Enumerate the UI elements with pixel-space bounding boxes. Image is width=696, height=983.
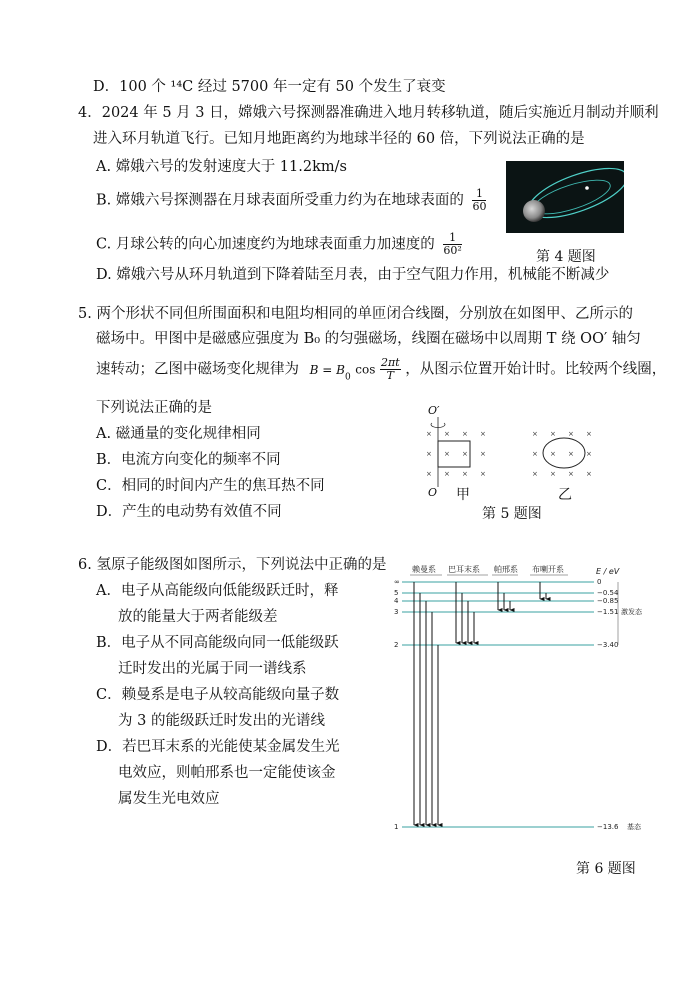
q5-stem-line3b: ，从图示位置开始计时。比较两个线圈， <box>405 361 667 378</box>
q4-c-denominator: 60² <box>443 244 462 257</box>
series-label-paschen: 帕邢系 <box>494 565 518 574</box>
q4-option-a: A. 嫦娥六号的发射速度大于 11.2km/s <box>96 159 347 175</box>
q6-option-c2: 为 3 的能级跃迁时发出的光谱线 <box>118 713 325 729</box>
svg-text:×: × <box>550 470 556 478</box>
svg-text:×: × <box>444 430 450 438</box>
svg-text:×: × <box>532 430 538 438</box>
q5-caption: 第 5 题图 <box>482 506 542 522</box>
q5-equation-cos: cos <box>355 362 376 377</box>
q6-option-b2: 迁时发出的光属于同一谱线系 <box>118 661 307 677</box>
q5-stem-line3a: 速转动；乙图中磁场变化规律为 <box>96 361 299 378</box>
q4-caption: 第 4 题图 <box>536 249 596 265</box>
n-5: 5 <box>394 589 399 597</box>
svg-text:×: × <box>480 430 486 438</box>
svg-text:×: × <box>550 450 556 458</box>
e-4: −0.85 <box>597 597 619 605</box>
q3-option-d: D．100 个 ¹⁴C 经过 5700 年一定有 50 个发生了衰变 <box>93 79 446 95</box>
svg-text:×: × <box>568 450 574 458</box>
q6-option-d2: 电效应，则帕邢系也一定能使该金 <box>118 765 336 781</box>
svg-text:×: × <box>550 430 556 438</box>
magnetic-field-crosses-jia <box>426 430 486 478</box>
svg-text:×: × <box>568 470 574 478</box>
q5-eq-numerator: 2π <box>381 356 396 369</box>
q5-stem-line2: 磁场中。甲图中是磁感应强度为 B₀ 的匀强磁场，线圈在磁场中以周期 T 绕 OO′ 轴匀 <box>96 331 641 347</box>
svg-text:×: × <box>462 450 468 458</box>
q5-option-b: B．电流方向变化的频率不同 <box>96 452 281 468</box>
e-5: −0.54 <box>597 589 619 597</box>
q4-option-d: D. 嫦娥六号从环月轨道到下降着陆至月表，由于空气阻力作用，机械能不断减少 <box>96 267 610 283</box>
magnetic-field-crosses-yi <box>532 430 592 478</box>
quantum-numbers <box>394 578 400 831</box>
q5-eq-denominator: T <box>386 369 394 382</box>
q5-option-d: D．产生的电动势有效值不同 <box>96 504 282 520</box>
n-3: 3 <box>394 608 399 616</box>
energy-values <box>597 578 643 831</box>
q6-option-c1: C．赖曼系是电子从较高能级向量子数 <box>96 687 340 703</box>
q4-c-numerator: 1 <box>443 232 461 245</box>
n-4: 4 <box>394 597 399 605</box>
q6-energy-level-diagram <box>390 560 686 840</box>
e-3: −1.51 <box>597 608 619 616</box>
q6-stem: 6. 氢原子能级图如图所示，下列说法中正确的是 <box>78 557 387 573</box>
energy-unit: E / eV <box>596 567 620 576</box>
q5-option-c: C．相同的时间内产生的焦耳热不同 <box>96 478 325 494</box>
n-2: 2 <box>394 641 399 649</box>
ground-state-label: 基态 <box>627 823 641 831</box>
svg-text:×: × <box>426 450 432 458</box>
q5-label-o-prime: O′ <box>428 404 440 417</box>
svg-text:×: × <box>444 470 450 478</box>
svg-text:×: × <box>462 470 468 478</box>
e-inf: 0 <box>597 578 602 586</box>
q5-stem-line4: 下列说法正确的是 <box>96 400 212 416</box>
svg-text:×: × <box>532 470 538 478</box>
series-label-lyman: 赖曼系 <box>412 565 436 574</box>
n-1: 1 <box>394 823 399 831</box>
svg-text:×: × <box>462 430 468 438</box>
energy-levels <box>402 582 594 827</box>
q5-equation-fraction <box>380 357 401 382</box>
series-labels <box>412 564 620 576</box>
svg-text:×: × <box>480 470 486 478</box>
q5-option-a: A. 磁通量的变化规律相同 <box>96 426 261 442</box>
q5-label-yi: 乙 <box>558 487 572 503</box>
q4-option-c-fraction <box>443 232 461 257</box>
svg-text:×: × <box>426 470 432 478</box>
q4-stem-line2: 进入环月轨道飞行。已知月地距离约为地球半径的 60 倍，下列说法正确的是 <box>93 131 585 147</box>
svg-text:×: × <box>568 430 574 438</box>
probe-icon <box>585 186 589 190</box>
q4-option-c <box>96 232 462 257</box>
q5-eq-t: t <box>395 356 400 369</box>
svg-text:×: × <box>586 450 592 458</box>
svg-text:×: × <box>586 470 592 478</box>
q6-option-d3: 属发生光电效应 <box>118 791 220 807</box>
q5-equation-sub: 0 <box>344 372 351 383</box>
q6-option-b1: B．电子从不同高能级向同一低能级跃 <box>96 635 339 651</box>
q4-option-b <box>96 188 486 213</box>
q5-label-jia: 甲 <box>456 487 470 503</box>
q6-caption: 第 6 题图 <box>576 861 636 877</box>
space-background <box>506 161 624 233</box>
q4-stem-line1: 4．2024 年 5 月 3 日，嫦娥六号探测器准确进入地月转移轨道，随后实施近月制动并顺利 <box>78 105 659 121</box>
q6-option-d1: D．若巴耳末系的光能使某金属发生光 <box>96 739 340 755</box>
series-label-balmer: 巴耳末系 <box>448 565 480 574</box>
q6-option-a1: A．电子从高能级向低能级跃迁时，释 <box>96 583 339 599</box>
svg-text:×: × <box>586 430 592 438</box>
n-inf: ∞ <box>394 578 400 586</box>
svg-text:×: × <box>480 450 486 458</box>
svg-text:×: × <box>532 450 538 458</box>
svg-text:×: × <box>444 450 450 458</box>
moon-icon <box>523 200 545 222</box>
q5-stem-line3 <box>96 357 666 387</box>
e-1: −13.6 <box>597 823 619 831</box>
q4-b-denominator: 60 <box>472 200 487 213</box>
q6-option-a2: 放的能量大于两者能级差 <box>118 609 278 625</box>
q4-orbit-figure <box>506 161 624 233</box>
transition-arrows <box>414 582 546 825</box>
q5-stem-line1: 5. 两个形状不同但所围面积和电阻均相同的单匝闭合线圈，分别放在如图甲、乙所示的 <box>78 306 633 322</box>
q4-option-b-text: B. 嫦娥六号探测器在月球表面所受重力约为在地球表面的 <box>96 192 464 209</box>
excited-state-label: 激发态 <box>621 608 642 616</box>
e-2: −3.40 <box>597 641 619 649</box>
svg-text:×: × <box>426 430 432 438</box>
q5-equation-lhs: B = B <box>309 362 345 377</box>
q5-label-o: O <box>428 486 438 499</box>
q4-option-b-fraction <box>472 188 486 213</box>
series-label-brackett: 布喇开系 <box>532 565 564 574</box>
q4-b-numerator: 1 <box>472 188 486 201</box>
q4-option-c-text: C. 月球公转的向心加速度约为地球表面重力加速度的 <box>96 236 435 253</box>
